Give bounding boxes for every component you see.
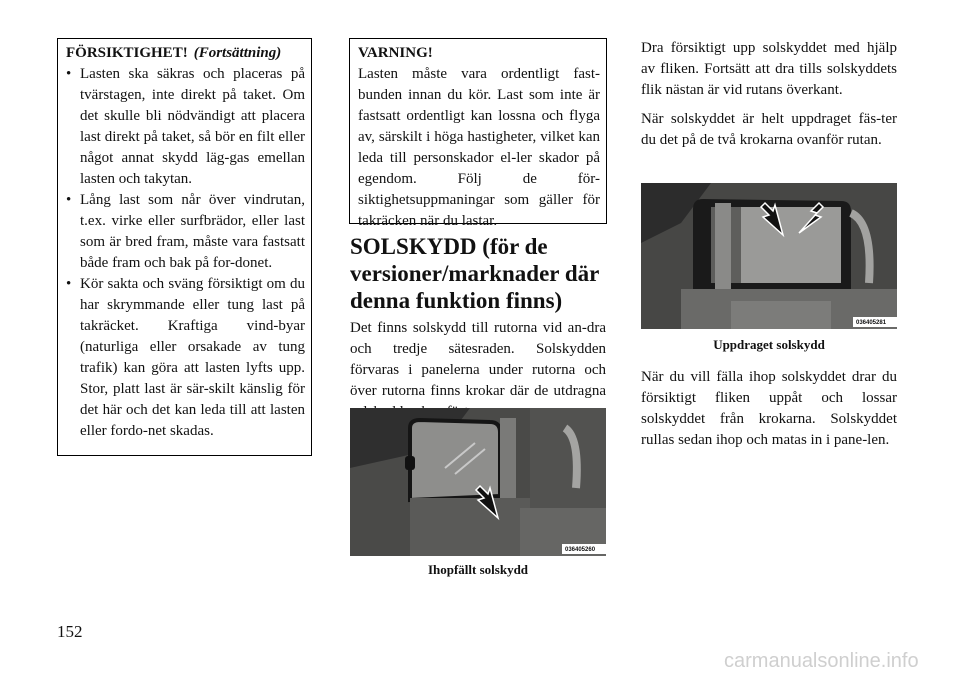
watermark-text: carmanualsonline.info [724, 650, 919, 672]
right-column-bottom [641, 367, 897, 451]
raised-sunshade-photo [641, 183, 897, 329]
caution-bullet: • Kör sakta och sväng försiktigt om du har skrymmande eller tung last på takräcket. Kraftiga vind-byar (naturliga eller orsakade av tung trafik) kan göra att lasten lyfts upp. Stor, platt last är sär-skilt känslig för det här och det kan leda till att lasten eller fordo-net skadas. [66, 274, 305, 442]
caution-bullet: • Lasten ska säkras och placeras på tvärstagen, inte direkt på taket. Om det skulle bli nödvändigt att placera last direkt på taket, så bör en filt eller något annat skydd läg-gas emellan lasten och takytan. [66, 64, 305, 190]
caution-heading-suffix: (Fortsättning) [193, 45, 282, 61]
section-intro: Det finns solskydd till rutorna vid an-dra och tredje sätesraden. Solskydden förvaras i panelerna under rutorna och över rutorna finns krokar där de utdragna [350, 320, 606, 399]
section-title: SOLSKYDD (för de versioner/marknader där denna funktion finns) [350, 234, 599, 313]
warning-heading: VARNING! [358, 45, 433, 61]
caution-bullet: • Lång last som når över vindrutan, t.ex. virke eller surfbrädor, eller last som är bred fram, måste vara fastsatt både fram och bak på for-donet. [66, 190, 305, 274]
caution-heading [66, 43, 305, 64]
caution-heading-label: FÖRSIKTIGHET! [66, 45, 188, 61]
paragraph-attach-hooks: När solskyddet är helt uppdraget fäs-ter du det på de två krokarna ovanför rutan. [641, 111, 897, 148]
sunshade-section [350, 233, 606, 423]
right-column-top [641, 38, 897, 151]
page-number: 152 [57, 622, 83, 641]
warning-box [349, 38, 607, 229]
figure2-code: 036405281 [856, 320, 887, 326]
figure2-caption: Uppdraget solskydd [713, 337, 825, 352]
folded-sunshade-photo [350, 408, 606, 556]
warning-text: Lasten måste vara ordentligt fast-bunden innan du kör. Last som inte är fastsatt ordentligt kan lossna och flyga av, särskilt i höga hastigheter, vilket kan leda till personskador el-ler skador på egendom. Följ de för-siktighetsuppmaningar som gäller för takräcken när du lastar. [358, 66, 600, 229]
figure1-caption: Ihopfällt solskydd [427, 562, 529, 577]
paragraph-fold-down: När du vill fälla ihop solskyddet drar du försiktigt fliken uppåt och lossar solskyddet från krokarna. Solskyddet rullas sedan ihop och matas in i pane-len. [641, 369, 897, 448]
paragraph-pull-up: Dra försiktigt upp solskyddet med hjälp av fliken. Fortsätt att dra tills solskyddets flik nästan är vid rutans överkant. [641, 40, 897, 98]
caution-box [57, 38, 312, 456]
figure1-code: 036405260 [565, 547, 596, 553]
caution-bullet-list [66, 64, 305, 442]
